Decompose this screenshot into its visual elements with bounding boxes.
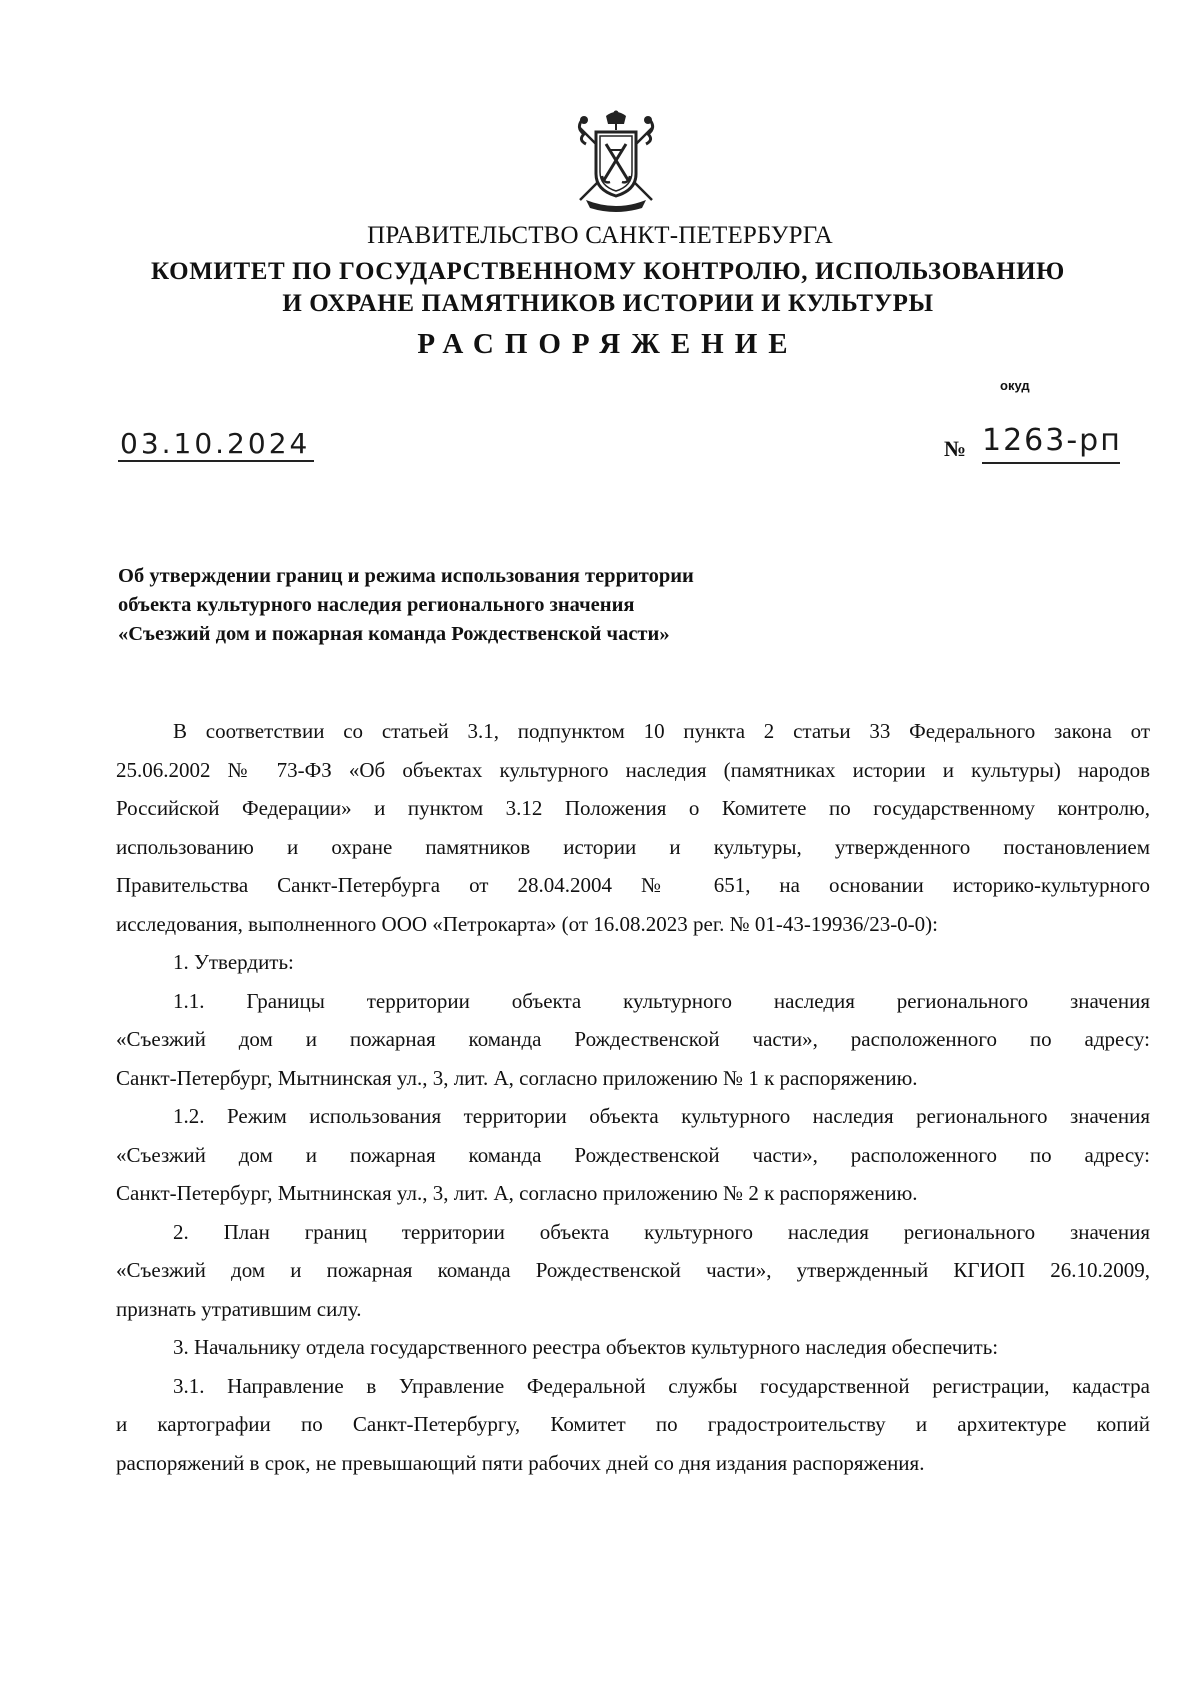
- body-line: Санкт-Петербург, Мытнинская ул., 3, лит. А, согласно приложению № 2 к распоряжению.: [116, 1181, 918, 1205]
- body-line: Российской Федерации» и пунктом 3.12 Положения о Комитете по государственному контролю,: [116, 796, 1150, 820]
- body-line: «Съезжий дом и пожарная команда Рождественской части», расположенного по адресу:: [116, 1142, 1150, 1167]
- body-line: 3. Начальнику отдела государственного реестра объектов культурного наследия обеспечить:: [173, 1335, 999, 1359]
- body-line: 3.1. Направление в Управление Федеральной службы государственной регистрации, кадастра: [173, 1373, 1150, 1398]
- document-type-title: РАСПОРЯЖЕНИЕ: [417, 328, 799, 360]
- body-line: 1.2. Режим использования территории объекта культурного наследия регионального значения: [173, 1104, 1150, 1128]
- document-number-block: [944, 424, 1134, 464]
- body-line: 1.1. Границы территории объекта культурного наследия регионального значения: [173, 988, 1150, 1013]
- document-body: [116, 712, 1150, 1482]
- document-number: 1263-рп: [982, 423, 1122, 458]
- committee-name-line-1: КОМИТЕТ ПО ГОСУДАРСТВЕННОМУ КОНТРОЛЮ, ИСПОЛЬЗОВАНИЮ: [151, 258, 1065, 285]
- subject-line: объекта культурного наследия регионального значения: [118, 594, 635, 616]
- number-sign: №: [944, 436, 967, 461]
- number-underline: [982, 462, 1120, 464]
- body-line: распоряжений в срок, не превышающий пяти рабочих дней со дня издания распоряжения.: [116, 1450, 925, 1475]
- body-line: признать утратившим силу.: [116, 1296, 362, 1321]
- okud-label: окуд: [1000, 378, 1030, 393]
- subject-line: «Съезжий дом и пожарная команда Рождественской части»: [118, 623, 670, 645]
- government-title: ПРАВИТЕЛЬСТВО САНКТ-ПЕТЕРБУРГА: [367, 222, 833, 249]
- body-line: и картографии по Санкт-Петербургу, Комитет по градостроительству и архитектуре копий: [116, 1412, 1150, 1436]
- body-line: 1. Утвердить:: [173, 950, 294, 974]
- body-line: Санкт-Петербург, Мытнинская ул., 3, лит. А, согласно приложению № 1 к распоряжению.: [116, 1065, 918, 1090]
- body-line: «Съезжий дом и пожарная команда Рождественской части», расположенного по адресу:: [116, 1027, 1150, 1051]
- body-line: Правительства Санкт-Петербурга от 28.04.2004 № 651, на основании историко-культурного: [116, 873, 1150, 897]
- body-line: 25.06.2002 № 73-ФЗ «Об объектах культурного наследия (памятниках истории и культуры) народов: [116, 757, 1150, 782]
- subject-line: Об утверждении границ и режима использования территории: [118, 565, 694, 587]
- body-line: 2. План границ территории объекта культурного наследия регионального значения: [173, 1219, 1150, 1244]
- document-subject: [118, 562, 694, 649]
- body-line: использованию и охране памятников истории и культуры, утвержденного постановлением: [116, 834, 1150, 859]
- body-line: исследования, выполненного ООО «Петрокарта» (от 16.08.2023 рег. № 01-43-19936/23-0-0):: [116, 911, 939, 936]
- body-line: В соответствии со статьей 3.1, подпунктом 10 пункта 2 статьи 33 Федерального закона от: [173, 719, 1150, 743]
- document-date: 03.10.2024: [118, 428, 314, 462]
- coat-of-arms-icon: [572, 110, 660, 214]
- body-line: «Съезжий дом и пожарная команда Рождественской части», утвержденный КГИОП 26.10.2009,: [116, 1258, 1150, 1282]
- committee-name-line-2: И ОХРАНЕ ПАМЯТНИКОВ ИСТОРИИ И КУЛЬТУРЫ: [282, 290, 934, 317]
